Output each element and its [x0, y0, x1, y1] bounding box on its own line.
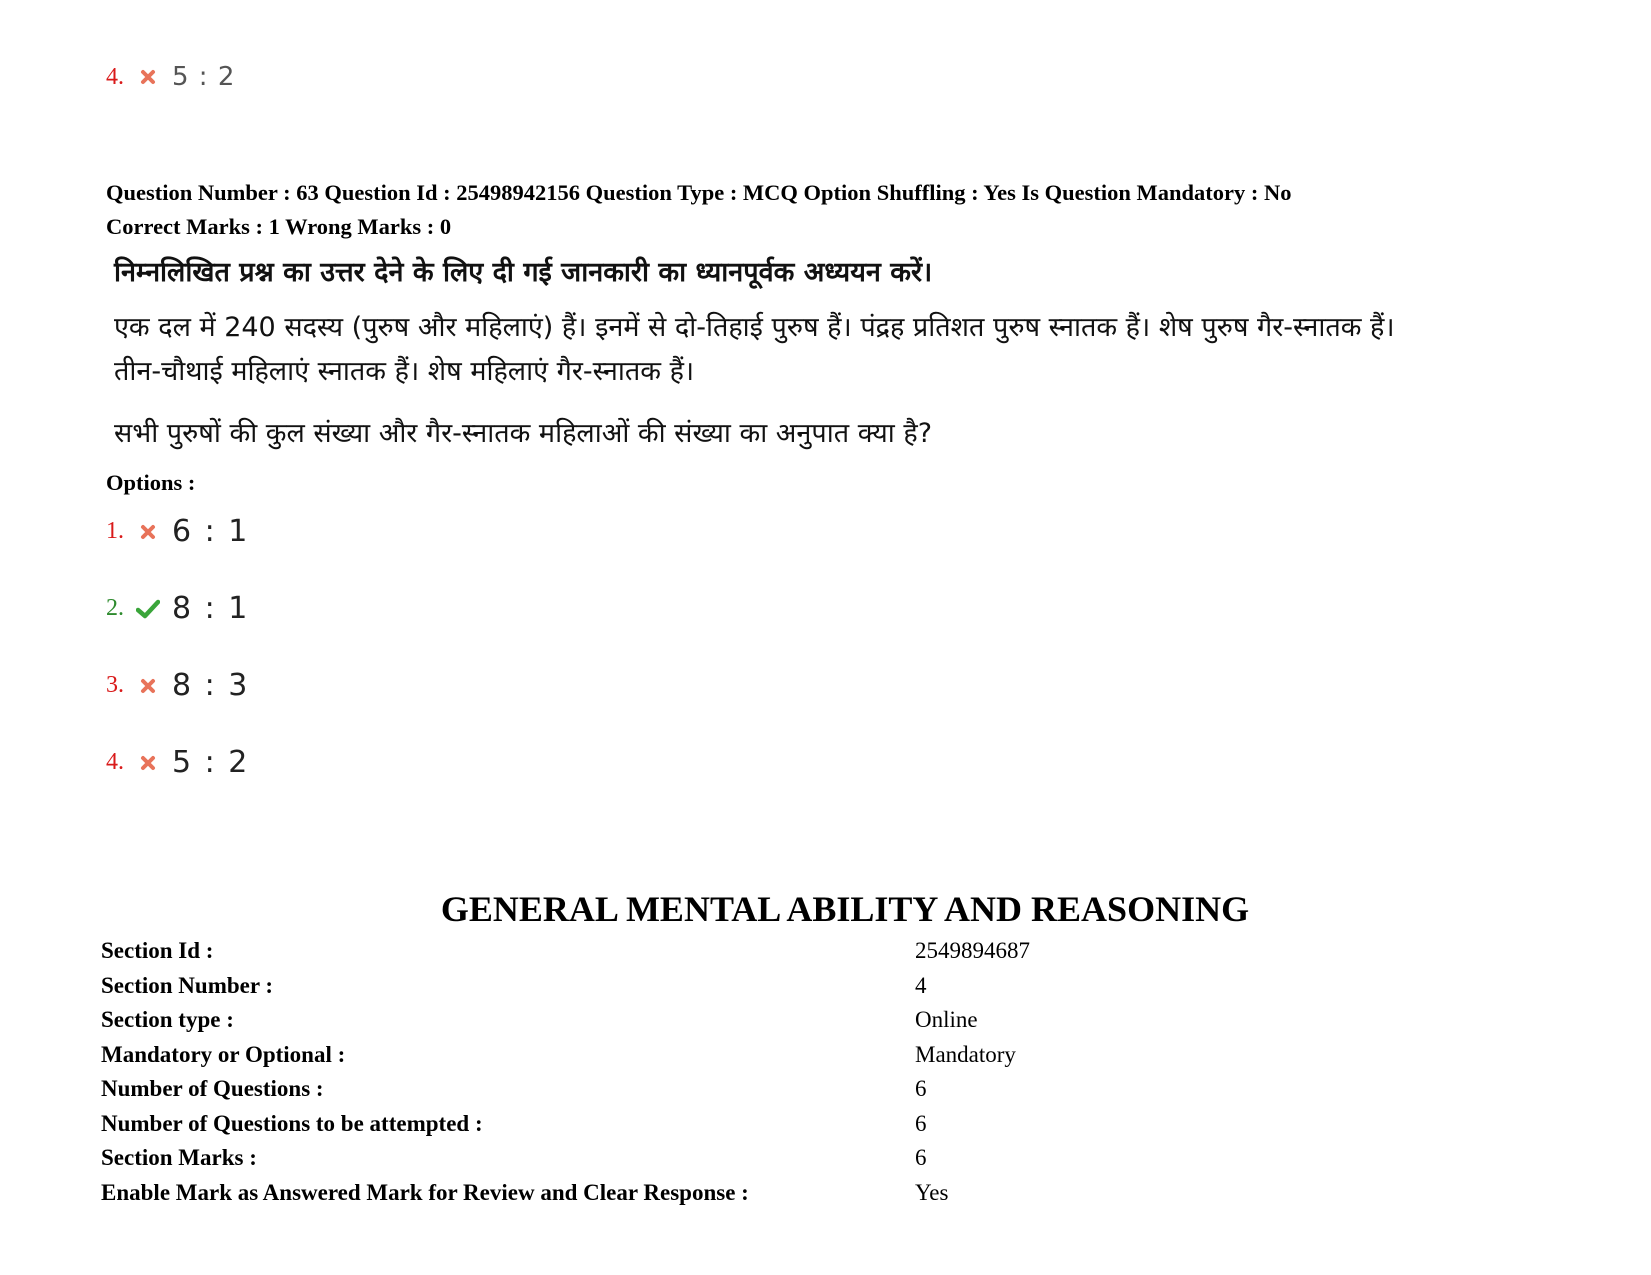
section-row-value: Online	[915, 1007, 978, 1033]
check-icon	[136, 597, 160, 621]
section-row	[101, 1038, 1030, 1073]
section-row-label: Enable Mark as Answered Mark for Review and Clear Response :	[101, 1179, 749, 1205]
question-prompt: सभी पुरुषों की कुल संख्या और गैर-स्नातक महिलाओं की संख्या का अनुपात क्या है?	[114, 418, 933, 449]
section-row-label: Section Marks :	[101, 1145, 257, 1171]
option-number: 3.	[106, 672, 124, 698]
option-text: 8 : 1	[172, 591, 250, 626]
section-row-value: 2549894687	[915, 938, 1030, 964]
section-row	[101, 1141, 1030, 1176]
prev-option-row	[106, 62, 235, 92]
section-row-value: 6	[915, 1110, 927, 1136]
section-row-value: Yes	[915, 1179, 949, 1205]
section-row-label: Section Number :	[101, 972, 274, 998]
option-number: 1.	[106, 518, 124, 544]
section-row-value: 6	[915, 1076, 927, 1102]
option-text: 5 : 2	[172, 745, 250, 780]
option-row-1	[106, 514, 249, 549]
section-row	[101, 1072, 1030, 1107]
section-row-label: Number of Questions to be attempted :	[101, 1110, 483, 1136]
cross-icon	[136, 520, 160, 544]
cross-icon	[136, 65, 160, 89]
section-row	[101, 1003, 1030, 1038]
section-row-label: Number of Questions :	[101, 1076, 324, 1102]
section-row-value: Mandatory	[915, 1041, 1016, 1067]
option-row-2	[106, 591, 249, 626]
section-row	[101, 934, 1030, 969]
question-meta	[106, 176, 1292, 244]
option-number: 4.	[106, 63, 124, 90]
section-row-value: 6	[915, 1145, 927, 1171]
option-text: 8 : 3	[172, 668, 250, 703]
section-title: GENERAL MENTAL ABILITY AND REASONING	[440, 889, 1250, 929]
option-row-3	[106, 668, 249, 703]
option-text: 5 : 2	[172, 62, 236, 92]
question-meta-line1: Question Number : 63 Question Id : 25498942156 Question Type : MCQ Option Shuffling : Yes Is Question Mandatory : No	[106, 180, 1292, 205]
section-row-label: Mandatory or Optional :	[101, 1041, 346, 1067]
option-number: 2.	[106, 595, 124, 621]
question-passage: एक दल में 240 सदस्य (पुरुष और महिलाएं) हैं। इनमें से दो-तिहाई पुरुष हैं। पंद्रह प्रतिशत पुरुष स्नातक हैं। शेष पुरुष गैर-स्नातक हैं। तीन-चौथाई महिलाएं स्नातक हैं। शेष महिलाएं गैर-स्नातक हैं।	[114, 312, 1395, 387]
options-label: Options :	[106, 470, 196, 495]
option-text: 6 : 1	[172, 514, 250, 549]
section-row	[101, 1176, 1030, 1211]
option-row-4	[106, 745, 249, 780]
option-number: 4.	[106, 749, 124, 775]
section-row	[101, 1107, 1030, 1142]
section-row	[101, 969, 1030, 1004]
section-row-label: Section type :	[101, 1007, 234, 1033]
section-row-label: Section Id :	[101, 938, 214, 964]
cross-icon	[136, 751, 160, 775]
question-meta-line2: Correct Marks : 1 Wrong Marks : 0	[106, 214, 452, 239]
section-info-table	[101, 934, 1030, 1210]
cross-icon	[136, 674, 160, 698]
section-row-value: 4	[915, 972, 927, 998]
question-instruction: निम्नलिखित प्रश्न का उत्तर देने के लिए दी गई जानकारी का ध्यानपूर्वक अध्ययन करें।	[114, 257, 933, 288]
